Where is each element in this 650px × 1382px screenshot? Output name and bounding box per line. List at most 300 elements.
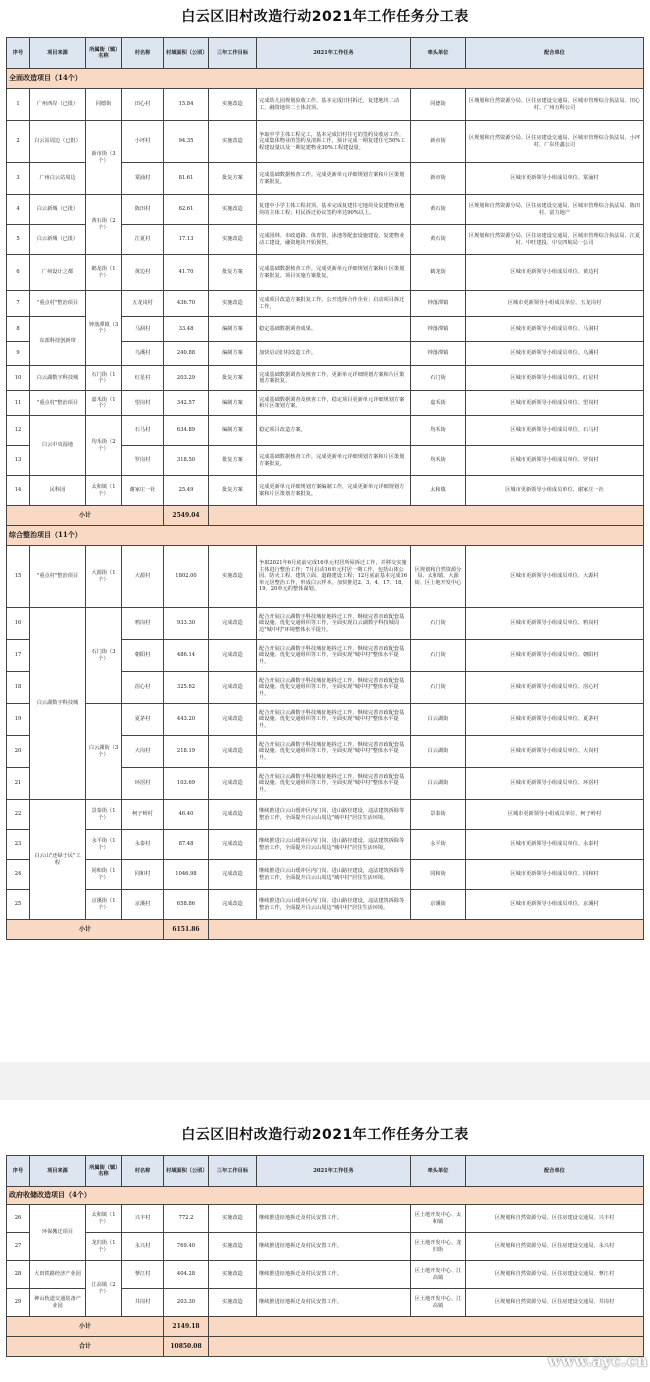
- table-row: [7, 476, 644, 506]
- cell-task: 稳定基础数据调查成果。: [257, 317, 411, 342]
- col-header: 序号: [7, 1156, 30, 1187]
- table-row: [7, 890, 644, 920]
- cell-source: 东部科技创新带: [30, 317, 86, 366]
- subtotal-label: 小计: [7, 1317, 164, 1337]
- cell-goal: 完成改造: [209, 640, 257, 672]
- cell-goal: 实施改造: [209, 1261, 257, 1289]
- cell-area: 94.35: [164, 121, 209, 163]
- cell-no: 3: [7, 163, 30, 195]
- col-header: 村名称: [122, 38, 164, 69]
- cell-no: 1: [7, 89, 30, 121]
- cell-lead: 区土地开发中心、江高镇: [411, 1289, 466, 1317]
- cell-goal: 批复方案: [209, 255, 257, 291]
- cell-coop: 区城市更新领导小组成员单位、罗岗村: [466, 446, 644, 476]
- cell-coop: 区城市更新领导小组成员单位、京溪村: [466, 890, 644, 920]
- cell-no: 29: [7, 1289, 30, 1317]
- cell-village: 望岗村: [122, 391, 164, 416]
- cell-task: 争取中学主体工程完工，基本完成旧村住宅的签约及收房工作，完成集体物业的签约及清拆工作，预计完成一期复建住宅50%工程建设量以及一期复建物业30%工程建设量。: [257, 121, 411, 163]
- cell-area: 240.88: [164, 342, 209, 366]
- col-header: 序号: [7, 38, 30, 69]
- cell-lead: 黄石街: [411, 195, 466, 225]
- cell-coop: 区城市更新领导小组成员单位、鸦岗村: [466, 608, 644, 640]
- cell-goal: 完成改造: [209, 800, 257, 830]
- cell-task: 继续推进白云山缓冲区内门岗、进山路径建设，违法建筑拆除等整治工作，全面提升白云山周边"城中村"居住生活环境。: [257, 830, 411, 860]
- cell-village: 环滘村: [122, 768, 164, 800]
- cell-area: 634.89: [164, 416, 209, 446]
- table-row: [7, 416, 644, 446]
- cell-task: 继续推进白云山缓冲区内门岗、进山路径建设，违法建筑拆除等整治工作，全面提升白云山周边"城中村"居住生活环境。: [257, 800, 411, 830]
- section-header: [7, 69, 644, 89]
- col-header: 三年工作目标: [209, 38, 257, 69]
- cell-area: 342.57: [164, 391, 209, 416]
- cell-goal: 批复方案: [209, 476, 257, 506]
- cell-goal: 完成改造: [209, 768, 257, 800]
- cell-task: 继续推进征地拆迁及村民安置工作。: [257, 1261, 411, 1289]
- cell-goal: 完成改造: [209, 608, 257, 640]
- col-header: 项目来源: [30, 38, 86, 69]
- cell-lead: 太和镇: [411, 476, 466, 506]
- cell-area: 41.70: [164, 255, 209, 291]
- cell-street: 黄石街（2个）: [86, 195, 122, 255]
- table-row: [7, 195, 644, 225]
- col-header: 所属街（镇）名称: [86, 38, 122, 69]
- cell-coop: 区城市更新领导小组成员单位、望岗村: [466, 391, 644, 416]
- cell-coop: 区城市更新领导小组成员单位、同和村: [466, 860, 644, 890]
- cell-no: 14: [7, 476, 30, 506]
- cell-area: 772.2: [164, 1205, 209, 1233]
- table-row: [7, 608, 644, 640]
- cell-village: 陈田村: [122, 195, 164, 225]
- table-header-row: [7, 38, 644, 69]
- cell-area: 218.19: [164, 736, 209, 768]
- cell-area: 769.40: [164, 1233, 209, 1261]
- cell-task: 继续推进征地拆迁及村民安置工作。: [257, 1205, 411, 1233]
- cell-lead: 同德街: [411, 89, 466, 121]
- cell-lead: 景泰街: [411, 800, 466, 830]
- cell-lead: 钟落潭镇: [411, 342, 466, 366]
- cell-area: 15.84: [164, 89, 209, 121]
- cell-area: 486.14: [164, 640, 209, 672]
- cell-no: 10: [7, 366, 30, 391]
- cell-no: 4: [7, 195, 30, 225]
- table-row: [7, 255, 644, 291]
- task-table-page1: [6, 37, 644, 940]
- cell-street: 龙归街（1个）: [86, 1233, 122, 1261]
- cell-task: 完成基础数据核查工作。完成更新单元详细规划方案和片区策划方案批复。: [257, 446, 411, 476]
- cell-village: 五龙岗村: [122, 291, 164, 317]
- cell-task: 完成项目改造方案批复工作。公开选择合作企业；启动项目拆迁工作。: [257, 291, 411, 317]
- cell-coop: 区城市更新领导小组成员单位、柯子岭村: [466, 800, 644, 830]
- cell-source: 环保搬迁项目: [30, 1205, 86, 1261]
- col-header: 2021年工作任务: [257, 1156, 411, 1187]
- cell-lead: 区土地开发中心、龙归街: [411, 1233, 466, 1261]
- cell-source: "重点村"整治项目: [30, 291, 86, 317]
- cell-task: 完成更新单元详细规划方案编制工作，完成更新单元详细规划方案和片区策划方案批复。: [257, 476, 411, 506]
- watermark: www.ayc.cn: [547, 1352, 648, 1370]
- cell-coop: 区城市更新领导小组成员单位、朝阳村: [466, 640, 644, 672]
- cell-no: 12: [7, 416, 30, 446]
- cell-task: 配合开展白云湖数字科技城征地拆迁工作，继续完善市政配套基础设施、优化交通组织等工作，全面实现"城中村"整体水平提升。: [257, 704, 411, 736]
- col-header: 村域面积（公顷）: [164, 38, 209, 69]
- cell-street: 白云湖街（3个）: [86, 704, 122, 800]
- table-row: [7, 546, 644, 608]
- cell-lead: 石门街: [411, 366, 466, 391]
- cell-no: 8: [7, 317, 30, 342]
- cell-street: 景泰街（1个）: [86, 800, 122, 830]
- cell-lead: 均禾街: [411, 446, 466, 476]
- cell-goal: 编制方案: [209, 416, 257, 446]
- cell-goal: 实施改造: [209, 1233, 257, 1261]
- table-row: [7, 391, 644, 416]
- cell-village: 京溪村: [122, 890, 164, 920]
- cell-village: 柯子岭村: [122, 800, 164, 830]
- cell-task: 争取2021年6月底前完成16单元村居所屋拆迁工作，并移交实施主体进行整治工作；7月启动16单元村居一期工作，包括山体公园、防火工程、建筑立面、道路建设工程；12月底前基本完成16单元居整治工作，形成白云样本，加快推进2、3、4、17、18、19、20单元的整体谋划。: [257, 546, 411, 608]
- cell-goal: 实施改造: [209, 1289, 257, 1317]
- col-header: 配合单位: [466, 1156, 644, 1187]
- cell-village: 大岗村: [122, 736, 164, 768]
- cell-lead: 鹤龙街: [411, 255, 466, 291]
- cell-coop: 区城市更新领导小组成员单位、滘心村: [466, 672, 644, 704]
- cell-lead: 同和街: [411, 860, 466, 890]
- section-label: 全面改造项目（14个）: [7, 69, 644, 89]
- cell-lead: 白云湖街: [411, 736, 466, 768]
- subtotal-value: 2549.04: [164, 506, 209, 526]
- cell-no: 25: [7, 890, 30, 920]
- cell-coop: 区城市更新领导小组成员单位、棠涌村: [466, 163, 644, 195]
- cell-area: 46.40: [164, 800, 209, 830]
- cell-village: 乌溪村: [122, 342, 164, 366]
- subtotal-row: [7, 1317, 644, 1337]
- cell-task: 配合开展白云湖数字科技城征地拆迁工作，继续完善市政配套基础设施、优化交通组织等工作，全面实现"城中村"整体水平提升。: [257, 640, 411, 672]
- cell-area: 25.49: [164, 476, 209, 506]
- cell-area: 33.48: [164, 317, 209, 342]
- cell-task: 继续推进征地拆迁及村民安置工作。: [257, 1289, 411, 1317]
- cell-source: 白云湖数字科技城: [30, 366, 86, 391]
- col-header: 牵头单位: [411, 38, 466, 69]
- subtotal-value: 6151.86: [164, 920, 209, 940]
- cell-source: 广州西岸（已批）: [30, 89, 86, 121]
- cell-task: 配合开展白云湖数字科技城征地拆迁工作，继续完善市政配套基础设施、优化交通组织等工作，全面实现"城中村"整体水平提升。: [257, 736, 411, 768]
- section-header: [7, 526, 644, 546]
- cell-no: 19: [7, 704, 30, 736]
- table-row: [7, 1205, 644, 1233]
- cell-no: 21: [7, 768, 30, 800]
- col-header: 配合单位: [466, 38, 644, 69]
- section-label: 综合整治项目（11个）: [7, 526, 644, 546]
- cell-lead: 白云湖街: [411, 768, 466, 800]
- cell-coop: 区规划和自然资源分局、区住房建设交通局、兴丰村: [466, 1205, 644, 1233]
- table-row: [7, 1233, 644, 1261]
- cell-street: 石门街（1个）: [86, 366, 122, 391]
- cell-area: 103.69: [164, 768, 209, 800]
- cell-village: 罗岗村: [122, 446, 164, 476]
- cell-no: 16: [7, 608, 30, 640]
- cell-village: 滘心村: [122, 672, 164, 704]
- cell-goal: 完成改造: [209, 860, 257, 890]
- col-header: 村域面积（公顷）: [164, 1156, 209, 1187]
- cell-street: 钟落潭镇（3个）: [86, 291, 122, 366]
- cell-lead: 钟落潭镇: [411, 291, 466, 317]
- col-header: 项目来源: [30, 1156, 86, 1187]
- cell-source: 广州白云站周边: [30, 163, 86, 195]
- cell-coop: 区城市更新领导小组成员单位、大岗村: [466, 736, 644, 768]
- cell-lead: 区土地开发中心、江高镇: [411, 1261, 466, 1289]
- cell-task: 复建中小学主体工程封顶，基本完成复建住宅地块及复建物业地块的主体工程；村民拆迁协议签约率达90%以上。: [257, 195, 411, 225]
- cell-lead: 白云湖街: [411, 704, 466, 736]
- cell-coop: 区城市更新领导小组成员单位、永泰村: [466, 830, 644, 860]
- cell-task: 完成幼儿园规划验收工作。基本完成旧村拆迁，复建地块二动工，融资地块二土体封顶。: [257, 89, 411, 121]
- cell-source: 白云新城（已批）: [30, 225, 86, 255]
- cell-lead: 钟落潭镇: [411, 317, 466, 342]
- page-title: 白云区旧村改造行动2021年工作任务分工表: [181, 9, 469, 25]
- cell-task: 完成基础数据核查工作。完成更新单元详细规划方案和片区策划方案批复。项目实施方案批复。: [257, 255, 411, 291]
- cell-no: 27: [7, 1233, 30, 1261]
- cell-area: 404.28: [164, 1261, 209, 1289]
- cell-coop: 区规划和自然资源分局、区住房建设交通局、蓼江村: [466, 1261, 644, 1289]
- total-value: 10850.08: [164, 1337, 209, 1357]
- cell-source: 大田铁路经济产业园: [30, 1261, 86, 1289]
- cell-lead: 石门街: [411, 640, 466, 672]
- cell-village: 大源村: [122, 546, 164, 608]
- table-row: [7, 89, 644, 121]
- cell-area: 81.61: [164, 163, 209, 195]
- cell-village: 棠涌村: [122, 163, 164, 195]
- cell-area: 1802.00: [164, 546, 209, 608]
- cell-no: 18: [7, 672, 30, 704]
- cell-source: 神山轨道交通装备产业园: [30, 1289, 86, 1317]
- cell-goal: 完成改造: [209, 672, 257, 704]
- cell-village: 红星村: [122, 366, 164, 391]
- cell-goal: 完成改造: [209, 890, 257, 920]
- cell-lead: 黄石街: [411, 225, 466, 255]
- cell-goal: 编制方案: [209, 391, 257, 416]
- cell-source: "重点村"整治项目: [30, 546, 86, 608]
- cell-coop: 区规划和自然资源分局、区住房建设交通局、井岗村: [466, 1289, 644, 1317]
- cell-lead: 区规划和自然资源分局、太和镇、大源街、区土地开发中心: [411, 546, 466, 608]
- cell-area: 203.29: [164, 366, 209, 391]
- cell-lead: 石门街: [411, 672, 466, 704]
- cell-village: 兴丰村: [122, 1205, 164, 1233]
- cell-no: 2: [7, 121, 30, 163]
- cell-lead: 永平街: [411, 830, 466, 860]
- cell-source: 白云中央湿地: [30, 416, 86, 476]
- cell-goal: 批复方案: [209, 163, 257, 195]
- cell-task: 完成园林、市政道路、体育馆、泳池等配套设施建设，复建物业动工建设，融资地块开始预售。: [257, 225, 411, 255]
- cell-coop: 区城市更新领导小组成员单位、马洞村: [466, 317, 644, 342]
- cell-coop: 区城市更新领导小组成员单位、环滘村: [466, 768, 644, 800]
- cell-street: 均禾街（2个）: [86, 416, 122, 476]
- cell-lead: 均禾街: [411, 416, 466, 446]
- cell-no: 11: [7, 391, 30, 416]
- cell-source: 广州设计之都: [30, 255, 86, 291]
- subtotal-label: 小计: [7, 506, 164, 526]
- cell-village: 田心村: [122, 89, 164, 121]
- cell-goal: 编制方案: [209, 317, 257, 342]
- table-header-row: [7, 1156, 644, 1187]
- cell-village: 夏茅村: [122, 704, 164, 736]
- cell-area: 1046.98: [164, 860, 209, 890]
- cell-task: 继续推进白云山缓冲区内门岗、进山路径建设，违法建筑拆除等整治工作，全面提升白云山周边"城中村"居住生活环境。: [257, 890, 411, 920]
- cell-no: 7: [7, 291, 30, 317]
- cell-area: 443.20: [164, 704, 209, 736]
- cell-no: 26: [7, 1205, 30, 1233]
- section-header: [7, 1187, 644, 1205]
- col-header: 2021年工作任务: [257, 38, 411, 69]
- cell-task: 完成基础数据调查及核查工作，稳定项目更新单元详细规划方案和片区策划方案。: [257, 391, 411, 416]
- cell-no: 15: [7, 546, 30, 608]
- cell-task: 配合开展白云湖数字科技城征地拆迁工作，继续完善市政配套基础设施、优化交通组织等工作，全面实现"城中村"整体水平提升。: [257, 768, 411, 800]
- cell-village: 永兴村: [122, 1233, 164, 1261]
- cell-street: 新市街（3个）: [86, 121, 122, 195]
- cell-area: 933.30: [164, 608, 209, 640]
- cell-village: 谢家庄一社: [122, 476, 164, 506]
- subtotal-label: 小计: [7, 920, 164, 940]
- cell-no: 28: [7, 1261, 30, 1289]
- cell-street: 大源街（1个）: [86, 546, 122, 608]
- cell-source: 白云站周边（已批）: [30, 121, 86, 163]
- cell-no: 13: [7, 446, 30, 476]
- page-title: 白云区旧村改造行动2021年工作任务分工表: [181, 1127, 469, 1143]
- col-header: 牵头单位: [411, 1156, 466, 1187]
- subtotal-row: [7, 920, 644, 940]
- page-break: [0, 1062, 650, 1100]
- cell-street: 同和街（1个）: [86, 860, 122, 890]
- cell-goal: 实施改造: [209, 89, 257, 121]
- cell-lead: 新市街: [411, 121, 466, 163]
- cell-coop: 区规划和自然资源分局、区住房建设交通局、区城市管理综合执法局、陈田村、富力地产: [466, 195, 644, 225]
- col-header: 三年工作目标: [209, 1156, 257, 1187]
- cell-coop: 区城市更新领导小组成员单位、五龙岗村: [466, 291, 644, 317]
- cell-goal: 实施改造: [209, 121, 257, 163]
- cell-goal: 完成改造: [209, 830, 257, 860]
- total-label: 合计: [7, 1337, 164, 1357]
- cell-goal: 实施改造: [209, 225, 257, 255]
- cell-task: 配合开展白云湖数字科技城征地拆迁工作，继续完善市政配套基础设施、优化交通组织等工作，全面实现白云湖数字科技城周边"城中村"环境整体水平提升。: [257, 608, 411, 640]
- cell-area: 87.48: [164, 830, 209, 860]
- cell-village: 永泰村: [122, 830, 164, 860]
- cell-no: 17: [7, 640, 30, 672]
- cell-task: 加快启动旧村改造工作。: [257, 342, 411, 366]
- cell-goal: 编制方案: [209, 342, 257, 366]
- cell-goal: 批复方案: [209, 446, 257, 476]
- cell-coop: 区城市更新领导小组成员单位、红星村: [466, 366, 644, 391]
- subtotal-value: 2149.18: [164, 1317, 209, 1337]
- cell-no: 22: [7, 800, 30, 830]
- table-row: [7, 291, 644, 317]
- subtotal-row: [7, 506, 644, 526]
- cell-goal: 实施改造: [209, 291, 257, 317]
- col-header: 村名称: [122, 1156, 164, 1187]
- cell-coop: 区规划和自然资源分局、区住房建设交通局、区城市管理综合执法局、江夏村、中旺建投、中交四航局一公司: [466, 225, 644, 255]
- cell-village: 朝阳村: [122, 640, 164, 672]
- cell-no: 23: [7, 830, 30, 860]
- cell-lead: 区土地开发中心、太和镇: [411, 1205, 466, 1233]
- cell-area: 17.13: [164, 225, 209, 255]
- cell-village: 马洞村: [122, 317, 164, 342]
- table-row: [7, 830, 644, 860]
- cell-street: 鹤龙街（1个）: [86, 255, 122, 291]
- cell-coop: 区城划和自然资源分局、区住房建设交通局、区城市管理综合执法局、田心村、广州万科公司: [466, 89, 644, 121]
- cell-area: 658.86: [164, 890, 209, 920]
- table-row: [7, 121, 644, 163]
- cell-village: 井岗村: [122, 1289, 164, 1317]
- table-row: [7, 366, 644, 391]
- cell-street: 江高镇（2个）: [86, 1261, 122, 1317]
- cell-no: 9: [7, 342, 30, 366]
- cell-village: 石马村: [122, 416, 164, 446]
- cell-coop: 区规划和自然资源分局、区住房建设交通局、区城市管理综合执法局、小坪村、广东佳鑫公司: [466, 121, 644, 163]
- cell-street: 嘉禾街（1个）: [86, 391, 122, 416]
- cell-street: 永平街（1个）: [86, 830, 122, 860]
- table-row: [7, 704, 644, 736]
- cell-coop: 区规划和自然资源分局、区住房建设交通局、永兴村: [466, 1233, 644, 1261]
- cell-task: 完成基础数据核查工作。完成更新单元详细规划方案和片区策划方案批复。: [257, 163, 411, 195]
- cell-street: 京溪街（1个）: [86, 890, 122, 920]
- cell-coop: 区城市更新领导小组成员单位、夏茅村: [466, 704, 644, 736]
- section-label: 政府收储改造项目（4个）: [7, 1187, 644, 1205]
- cell-village: 蓼江村: [122, 1261, 164, 1289]
- cell-village: 鸦岗村: [122, 608, 164, 640]
- task-table-page2: [6, 1155, 644, 1357]
- cell-no: 6: [7, 255, 30, 291]
- cell-source: 民科园: [30, 476, 86, 506]
- cell-goal: 批复方案: [209, 366, 257, 391]
- cell-goal: 实施改造: [209, 546, 257, 608]
- cell-task: 完成基础数据调查及核查工作，更新单元详细规划方案和片区策划方案批复。: [257, 366, 411, 391]
- cell-village: 同和村: [122, 860, 164, 890]
- cell-task: 继续推进征地拆迁及村民安置工作。: [257, 1233, 411, 1261]
- col-header: 所属街（镇）名称: [86, 1156, 122, 1187]
- cell-coop: 区城市更新领导小组成员单位、大源村: [466, 546, 644, 608]
- cell-lead: 嘉禾街: [411, 391, 466, 416]
- cell-task: 稳定项目改造方案。: [257, 416, 411, 446]
- cell-area: 203.30: [164, 1289, 209, 1317]
- cell-lead: 新市街: [411, 163, 466, 195]
- table-row: [7, 1261, 644, 1289]
- cell-source: 白云山"还绿于民"工程: [30, 800, 86, 920]
- cell-coop: 区城市更新领导小组成员单位、石马村: [466, 416, 644, 446]
- cell-source: "重点村"整治项目: [30, 391, 86, 416]
- cell-goal: 实施改造: [209, 195, 257, 225]
- table-row: [7, 860, 644, 890]
- cell-task: 配合开展白云湖数字科技城征地拆迁工作，继续完善市政配套基础设施、优化交通组织等工作，全面实现"城中村"整体水平提升。: [257, 672, 411, 704]
- cell-street: 太和镇（1个）: [86, 476, 122, 506]
- cell-goal: 完成改造: [209, 736, 257, 768]
- cell-no: 5: [7, 225, 30, 255]
- cell-area: 318.50: [164, 446, 209, 476]
- cell-coop: 区城市更新领导小组成员单位、乌溪村: [466, 342, 644, 366]
- cell-village: 江夏村: [122, 225, 164, 255]
- cell-lead: 石门街: [411, 608, 466, 640]
- cell-village: 黄边村: [122, 255, 164, 291]
- cell-goal: 实施改造: [209, 1205, 257, 1233]
- cell-no: 24: [7, 860, 30, 890]
- cell-no: 20: [7, 736, 30, 768]
- cell-coop: 区城市更新领导小组成员单位、黄边村: [466, 255, 644, 291]
- cell-street: 石门街（3个）: [86, 608, 122, 704]
- cell-area: 436.70: [164, 291, 209, 317]
- cell-source: 白云湖数字科技城: [30, 608, 86, 800]
- table-row: [7, 800, 644, 830]
- cell-goal: 完成改造: [209, 704, 257, 736]
- cell-street: 同德街: [86, 89, 122, 121]
- cell-area: 62.61: [164, 195, 209, 225]
- cell-coop: 区城市更新领导小组成员单位、谢家庄一社: [466, 476, 644, 506]
- cell-village: 小坪村: [122, 121, 164, 163]
- cell-lead: 京溪街: [411, 890, 466, 920]
- cell-source: 白云新城（已批）: [30, 195, 86, 225]
- cell-task: 继续推进白云山缓冲区内门岗、进山路径建设，违法建筑拆除等整治工作，全面提升白云山周边"城中村"居住生活环境。: [257, 860, 411, 890]
